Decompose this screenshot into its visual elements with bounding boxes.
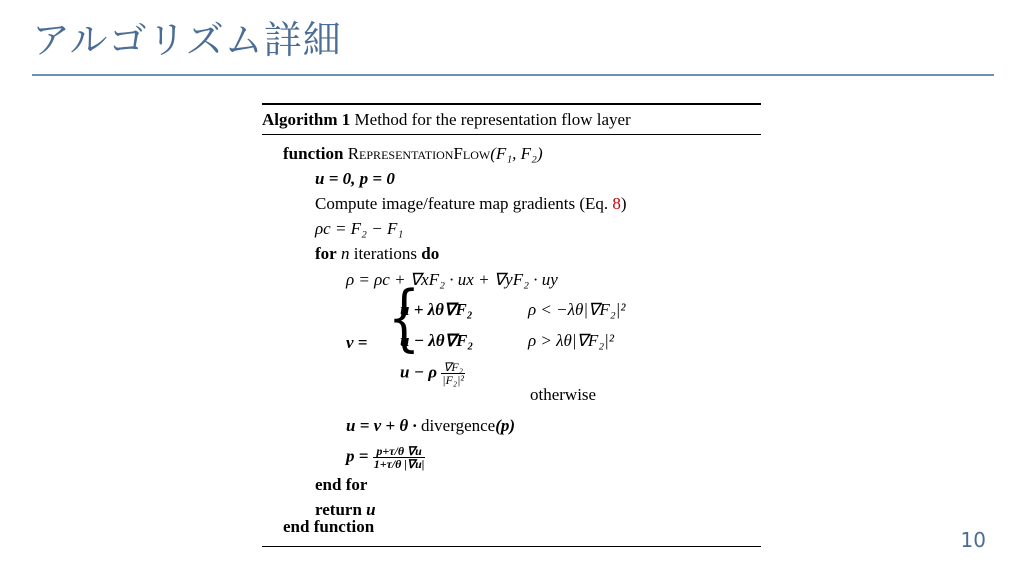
u-update-lhs: u = v + θ ·: [346, 416, 421, 435]
line-rho-update: [346, 269, 558, 291]
case2-expression: u − λθ∇F₂: [400, 331, 474, 350]
for-variable: n: [340, 244, 350, 263]
algorithm-box: [262, 103, 761, 547]
p-lhs: p =: [346, 446, 369, 466]
function-keyword: function: [283, 144, 344, 163]
case3-condition: otherwise: [530, 385, 597, 404]
v-lhs: v =: [346, 333, 368, 352]
algorithm-label: Algorithm 1: [262, 110, 351, 129]
compute-close: ): [620, 194, 627, 213]
line-case-2: [400, 330, 473, 352]
compute-text: Compute image/feature map gradients (Eq.: [315, 194, 613, 213]
algorithm-caption: [262, 105, 761, 134]
line-for: [315, 243, 439, 265]
p-denominator: 1+τ/θ |∇u|: [373, 457, 425, 471]
divergence-arg: (p): [495, 416, 516, 435]
equation-ref-link[interactable]: 8: [612, 194, 621, 213]
function-args: (F₁, F₂): [490, 144, 543, 163]
case1-expression: u + λθ∇F₂: [400, 300, 473, 319]
line-p-update: [346, 445, 425, 470]
line-case-3-cond: [530, 385, 597, 404]
slide-title: アルゴリズム詳細: [32, 18, 342, 62]
algorithm-body: [262, 135, 761, 520]
line-case-2-cond: [528, 330, 614, 352]
case2-condition: ρ > λθ|∇F₂|²: [528, 331, 614, 350]
line-v-lhs: [346, 332, 367, 354]
for-text: iterations: [353, 244, 417, 263]
line-case-1: [400, 299, 473, 321]
line-compute: [315, 193, 627, 215]
case3-expression: u − ρ: [400, 362, 438, 382]
rho-update-expression: ρ = ρc + ∇xF₂ · ux + ∇yF₂ · uy: [346, 270, 558, 289]
line-function: [283, 143, 543, 165]
case3-numerator: ∇F₂: [441, 361, 465, 374]
case3-fraction: [441, 361, 465, 386]
do-keyword: do: [421, 244, 440, 263]
init-expression: u = 0, p = 0: [315, 169, 395, 188]
line-case-1-cond: [528, 299, 625, 321]
case3-denominator: |F₂|²: [442, 373, 464, 387]
line-rho-c: [315, 218, 403, 240]
line-init: [315, 168, 395, 190]
p-numerator: p+τ/θ ∇u: [373, 445, 426, 458]
title-underline: [32, 74, 994, 76]
return-variable: u: [366, 500, 376, 519]
end-for-keyword: end for: [315, 475, 368, 494]
for-keyword: for: [315, 244, 337, 263]
line-end-for: [315, 474, 367, 496]
rho-c-expression: ρc = F₂ − F₁: [315, 219, 404, 238]
function-name: RepresentationFlow: [347, 144, 491, 163]
end-function-keyword: end function: [283, 517, 375, 536]
line-u-update: [346, 415, 515, 437]
case1-condition: ρ < −λθ|∇F₂|²: [528, 300, 626, 319]
divergence-text: divergence: [420, 416, 496, 435]
page-number: 10: [960, 528, 986, 552]
return-keyword: return: [315, 500, 362, 519]
algorithm-caption-text: Method for the representation flow layer: [354, 110, 631, 129]
line-case-3: [400, 361, 465, 386]
cases-brace-icon: {: [388, 275, 421, 359]
bottom-rule: [262, 546, 761, 547]
line-end-function: [283, 516, 782, 538]
p-fraction: [373, 445, 426, 470]
